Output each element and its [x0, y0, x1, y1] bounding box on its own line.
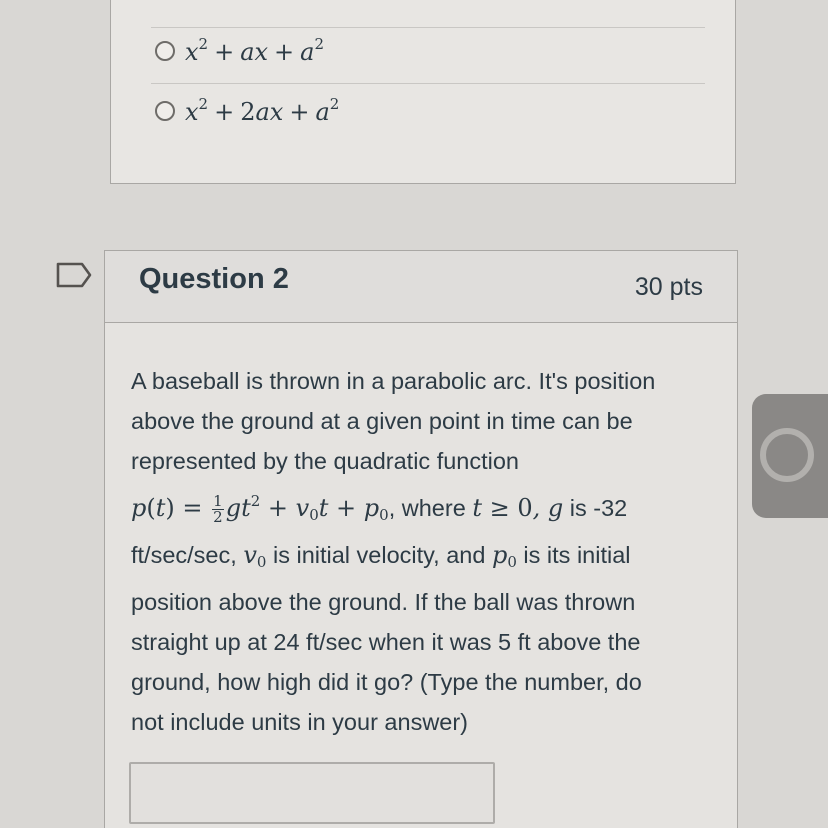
quadratic-formula: p(t) = $\frac{1}{2}$ $gt^2 + v_0t + p_0$ [131, 492, 389, 526]
answer-input[interactable] [129, 762, 495, 824]
question-points: 30 pts [634, 273, 703, 301]
question-line: straight up at 24 ft/sec when it was 5 ft above the [131, 629, 641, 655]
question-line: ft/sec/sec, $v_0$ is initial velocity, and $p_0$ is its initial [131, 541, 631, 571]
time-constraint: t ≥ 0, g [472, 494, 564, 522]
answer-option-1[interactable] [155, 35, 324, 66]
question-formula-line: p(t) = $\frac{1}{2}$ $gt^2 + v_0t + p_0$, where t ≥ 0, g is -32 [131, 492, 628, 526]
option-1-expression: $x^2$ + ax + $a^2$ [185, 35, 325, 66]
radio-button[interactable] [155, 41, 175, 61]
question-header [105, 251, 737, 323]
answer-option-2[interactable] [155, 95, 339, 126]
radio-button[interactable] [155, 101, 175, 121]
question-card [104, 250, 738, 828]
circle-icon [760, 428, 814, 482]
question-line: A baseball is thrown in a parabolic arc. It's position [131, 368, 656, 394]
question-line: ground, how high did it go? (Type the number, do [131, 669, 642, 695]
option-divider [151, 83, 705, 84]
flag-question-icon[interactable] [56, 262, 92, 288]
question-line: above the ground at a given point in time can be [131, 408, 633, 434]
option-2-expression: $x^2 + 2ax + a^2$ [185, 95, 340, 126]
previous-question-card [110, 0, 736, 184]
option-divider [151, 27, 705, 28]
question-line: position above the ground. If the ball was thrown [131, 589, 636, 615]
question-line: not include units in your answer) [131, 709, 469, 735]
question-text [131, 361, 717, 742]
question-title: Question 2 [139, 263, 289, 295]
floating-side-button[interactable] [752, 394, 828, 518]
question-line: represented by the quadratic function [131, 448, 520, 474]
